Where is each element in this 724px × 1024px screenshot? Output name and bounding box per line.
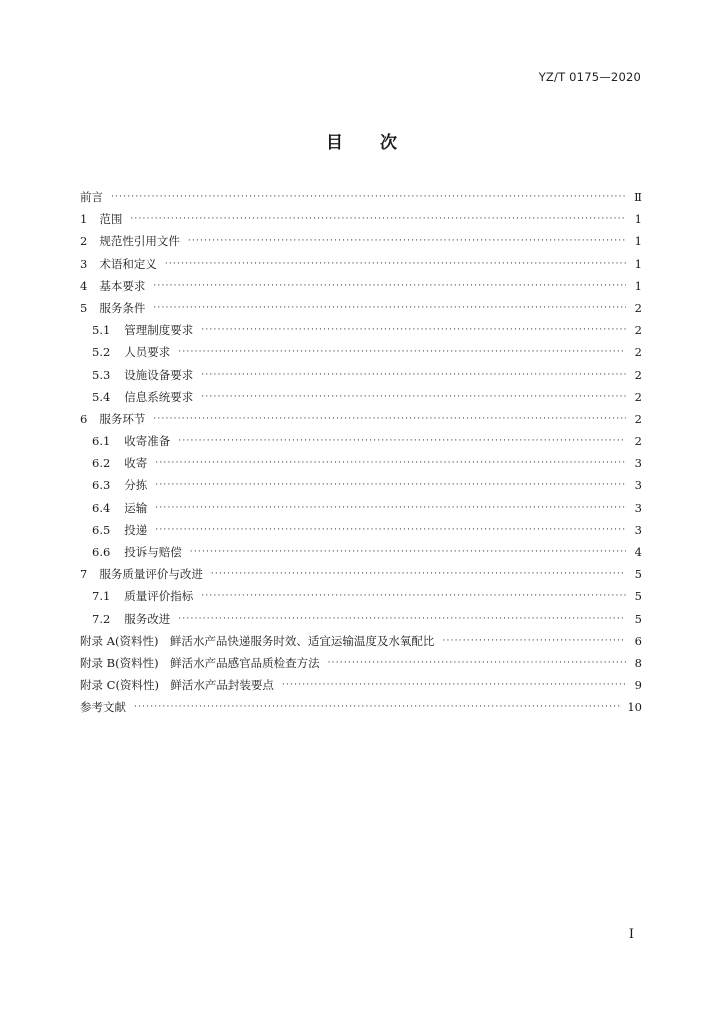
toc-entry[interactable]: [80, 563, 642, 585]
toc-entry-page: 6: [634, 633, 642, 648]
toc-dot-leader: [201, 364, 626, 386]
toc-entry-number: 5.3: [92, 367, 111, 382]
toc-entry-label: 附录 B(资料性) 鲜活水产品感官品质检查方法: [80, 655, 320, 670]
toc-entry-number: 6.6: [92, 545, 111, 559]
toc-entry-label: 信息系统要求: [124, 389, 194, 404]
toc-entry[interactable]: [80, 319, 642, 341]
toc-entry[interactable]: [80, 386, 642, 408]
toc-entry-page: 5: [634, 589, 642, 604]
toc-entry-page: 3: [634, 522, 642, 537]
toc-entry-label: 管理制度要求: [124, 323, 194, 338]
toc-entry-label: 服务质量评价与改进: [99, 567, 203, 582]
toc-dot-leader: [178, 608, 626, 630]
toc-entry-page: 5: [634, 567, 642, 582]
toc-entry[interactable]: [80, 341, 642, 363]
toc-entry-label: 服务环节: [99, 411, 146, 426]
toc-entry-label: 收寄: [124, 456, 148, 471]
toc-entry-label: 服务条件: [99, 300, 146, 315]
toc-entry-page: 5: [634, 611, 642, 626]
toc-entry-page: 2: [634, 345, 642, 360]
toc-entry-page: 2: [634, 411, 642, 426]
toc-entry-page: 1: [634, 212, 642, 227]
toc-dot-leader: [178, 341, 626, 363]
toc-entry-number: 5.1: [92, 323, 111, 338]
toc-entry-number: 5: [80, 300, 88, 315]
toc-entry-label: 服务改进: [124, 611, 171, 626]
toc-entry-page: 1: [634, 234, 642, 249]
toc-dot-leader: [134, 696, 621, 718]
toc-entry[interactable]: [80, 408, 642, 430]
toc-entry[interactable]: [80, 652, 642, 674]
toc-entry-number: 7.2: [92, 611, 111, 626]
toc-entry[interactable]: [80, 297, 642, 319]
toc-dot-leader: [153, 297, 626, 319]
toc-entry[interactable]: [80, 497, 642, 519]
toc-entry[interactable]: [80, 585, 642, 607]
toc-dot-leader: [165, 253, 626, 275]
toc-entry[interactable]: [80, 253, 642, 275]
toc-entry-page: 3: [634, 456, 642, 471]
toc-entry-page: 8: [634, 655, 642, 670]
toc-entry-label: 术语和定义: [99, 256, 157, 271]
table-of-contents: [80, 186, 642, 719]
toc-entry[interactable]: [80, 541, 642, 563]
toc-dot-leader: [153, 408, 626, 430]
toc-dot-leader: [188, 230, 626, 252]
toc-dot-leader: [155, 519, 626, 541]
toc-entry[interactable]: [80, 696, 642, 718]
toc-dot-leader: [442, 630, 626, 652]
toc-entry[interactable]: [80, 452, 642, 474]
toc-entry-label: 附录 C(资料性) 鲜活水产品封装要点: [80, 678, 274, 693]
toc-dot-leader: [155, 474, 626, 496]
toc-dot-leader: [211, 563, 626, 585]
toc-entry-label: 规范性引用文件: [99, 234, 180, 249]
toc-entry[interactable]: [80, 208, 642, 230]
toc-entry-page: 9: [634, 678, 642, 693]
toc-dot-leader: [190, 541, 626, 563]
toc-dot-leader: [111, 186, 626, 208]
toc-entry-number: 4: [80, 278, 88, 293]
toc-entry-page: 2: [634, 389, 642, 404]
toc-entry-number: 1: [80, 212, 88, 227]
toc-entry-number: 6.5: [92, 522, 111, 537]
toc-entry-page: 10: [627, 700, 642, 715]
toc-dot-leader: [153, 275, 626, 297]
toc-dot-leader: [155, 452, 626, 474]
toc-entry-label: 投诉与赔偿: [124, 545, 182, 559]
toc-entry-page: 2: [634, 367, 642, 382]
toc-entry[interactable]: [80, 519, 642, 541]
toc-dot-leader: [178, 430, 626, 452]
toc-entry-page: 1: [634, 256, 642, 271]
toc-entry-label: 前言: [80, 190, 103, 204]
page-number: Ⅰ: [628, 927, 634, 942]
toc-entry-label: 运输: [124, 500, 148, 515]
toc-entry-number: 7: [80, 567, 88, 582]
toc-entry[interactable]: [80, 230, 642, 252]
toc-dot-leader: [201, 319, 626, 341]
toc-entry-page: 2: [634, 323, 642, 338]
toc-entry-number: 6.1: [92, 434, 111, 449]
toc-entry-label: 附录 A(资料性) 鲜活水产品快递服务时效、适宜运输温度及水氧配比: [80, 633, 435, 648]
toc-entry-label: 人员要求: [124, 345, 171, 360]
toc-entry-number: 6: [80, 411, 88, 426]
toc-entry-number: 5.4: [92, 389, 111, 404]
page-title: 目 次: [326, 133, 398, 153]
toc-entry-number: 6.2: [92, 456, 111, 471]
toc-entry-page: 3: [634, 500, 642, 515]
toc-entry-page: 2: [634, 434, 642, 449]
toc-entry-label: 基本要求: [99, 278, 146, 293]
toc-entry[interactable]: [80, 364, 642, 386]
toc-entry-page: 4: [634, 545, 642, 559]
toc-entry-label: 投递: [124, 522, 148, 537]
toc-entry-number: 2: [80, 234, 88, 249]
toc-entry-label: 质量评价指标: [124, 589, 194, 604]
toc-entry-label: 设施设备要求: [124, 367, 194, 382]
toc-entry-page: 3: [634, 478, 642, 493]
toc-entry[interactable]: [80, 474, 642, 496]
toc-entry-page: 2: [634, 300, 642, 315]
toc-dot-leader: [201, 386, 626, 408]
toc-dot-leader: [282, 674, 626, 696]
toc-entry[interactable]: [80, 186, 642, 208]
toc-dot-leader: [155, 497, 626, 519]
toc-entry-page: 1: [634, 278, 642, 293]
toc-entry-number: 3: [80, 256, 88, 271]
toc-entry-label: 分拣: [124, 478, 148, 493]
toc-entry-number: 5.2: [92, 345, 111, 360]
toc-entry-number: 6.3: [92, 478, 111, 493]
toc-entry[interactable]: [80, 630, 642, 652]
toc-entry[interactable]: [80, 608, 642, 630]
toc-dot-leader: [328, 652, 626, 674]
toc-entry-number: 7.1: [92, 589, 111, 604]
standard-code: YZ/T 0175—2020: [538, 70, 641, 84]
toc-entry-label: 收寄准备: [124, 434, 171, 449]
toc-dot-leader: [130, 208, 626, 230]
toc-entry-label: 范围: [99, 212, 123, 227]
toc-entry[interactable]: [80, 275, 642, 297]
toc-entry-number: 6.4: [92, 500, 111, 515]
toc-entry-label: 参考文献: [80, 700, 126, 715]
toc-dot-leader: [201, 585, 626, 607]
toc-entry[interactable]: [80, 674, 642, 696]
toc-entry-page: Ⅱ: [634, 190, 642, 204]
toc-entry[interactable]: [80, 430, 642, 452]
